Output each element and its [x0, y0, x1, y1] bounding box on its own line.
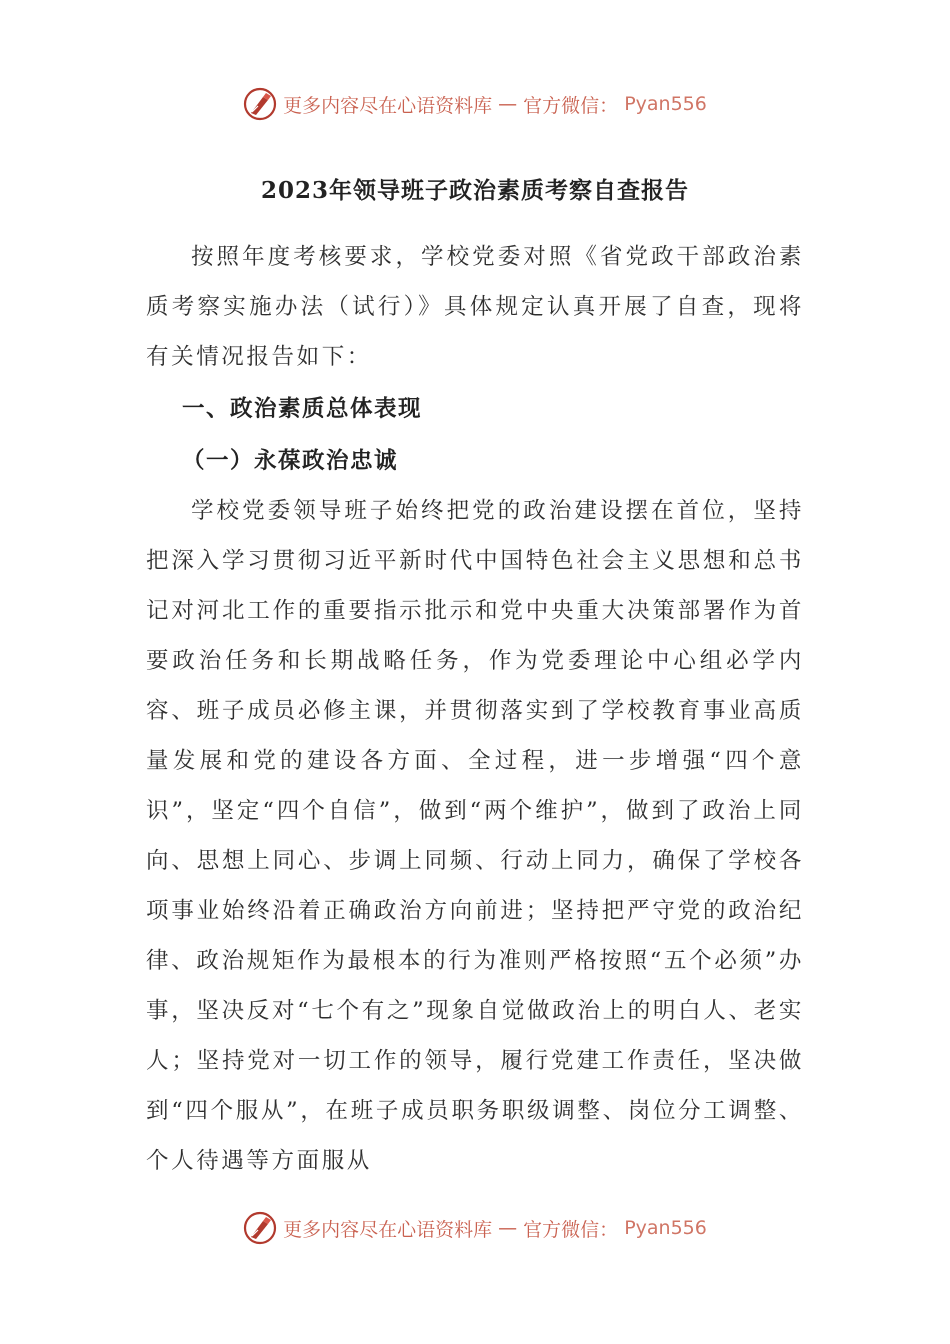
watermark-dash: — — [498, 93, 518, 115]
pen-nib-logo-icon — [243, 87, 277, 121]
document-body — [146, 232, 804, 1186]
watermark-wechat-label: 官方微信： — [523, 1218, 619, 1241]
document-title: 2023年领导班子政治素质考察自查报告 — [260, 177, 689, 204]
footer-watermark — [0, 1208, 950, 1248]
watermark-brand-text: 更多内容尽在心语资料库 — [283, 94, 493, 117]
pen-nib-logo-icon — [243, 1211, 277, 1245]
subsection-heading: （一）永葆政治忠诚 — [182, 448, 399, 474]
watermark-dash: — — [498, 1217, 518, 1239]
intro-paragraph: 按照年度考核要求，学校党委对照《省党政干部政治素质考察实施办法（试行）》具体规定认真开展了自查，现将有关情况报告如下： — [146, 244, 804, 370]
section-heading: 一、政治素质总体表现 — [182, 396, 423, 422]
watermark-brand-text: 更多内容尽在心语资料库 — [283, 1218, 493, 1241]
header-watermark — [0, 84, 950, 124]
watermark-wechat-label: 官方微信： — [523, 94, 619, 117]
body-paragraph: 学校党委领导班子始终把党的政治建设摆在首位，坚持把深入学习贯彻习近平新时代中国特色社会主义思想和总书记对河北工作的重要指示批示和党中央重大决策部署作为首要政治任务和长期战略任务，作为党委理论中心组必学内容、班子成员必修主课，并贯彻落实到了学校教育事业高质量发展和党的建设各方面、全过程，进一步增强“四个意识”，坚定“四个自信”，做到“两个维护”，做到了政治上同向、思想上同心、步调上同频、行动上同力，确保了学校各项事业始终沿着正确政治方向前进；坚持把严守党的政治纪律、政治规矩作为最根本的行为准则严格按照“五个必须”办事，坚决反对“七个有之”现象自觉做政治上的明白人、老实人；坚持党对一切工作的领导，履行党建工作责任，坚决做到“四个服从”，在班子成员职务职级调整、岗位分工调整、个人待遇等方面服从 — [146, 498, 804, 1174]
watermark-wechat-id: Pyan556 — [624, 1217, 707, 1239]
watermark-wechat-id: Pyan556 — [624, 93, 707, 115]
